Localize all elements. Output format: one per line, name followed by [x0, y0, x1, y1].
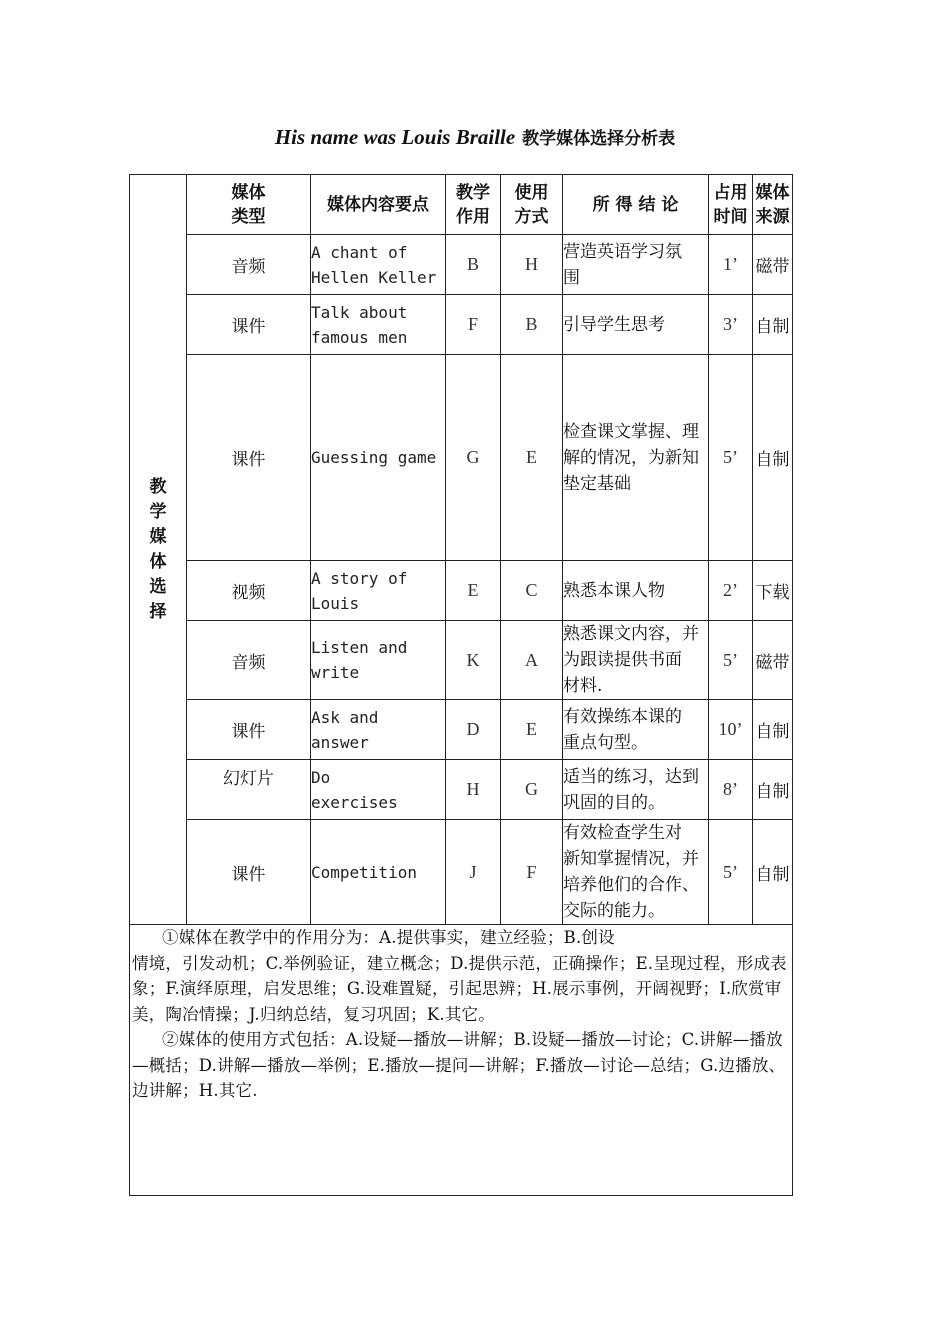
media-type-cell: 课件	[187, 820, 311, 925]
method-cell: G	[501, 760, 563, 820]
role-cell: K	[446, 621, 501, 700]
time-cell: 3’	[709, 295, 753, 355]
table-row	[130, 561, 793, 621]
conclusion-cell: 有效检查学生对 新知掌握情况，并 培养他们的合作、 交际的能力。	[563, 820, 709, 925]
source-cell: 下载	[753, 561, 793, 621]
source-cell: 自制	[753, 295, 793, 355]
method-cell: H	[501, 235, 563, 295]
media-selection-table	[129, 174, 793, 1196]
source-cell: 自制	[753, 760, 793, 820]
time-cell: 5’	[709, 621, 753, 700]
title-english: His name was Louis Braille	[274, 125, 516, 149]
content-cell: A chant of Hellen Keller	[311, 235, 446, 295]
header-media-type: 媒体 类型	[187, 175, 311, 235]
media-type-cell: 课件	[187, 355, 311, 561]
method-cell: E	[501, 355, 563, 561]
table-row	[130, 820, 793, 925]
header-source: 媒体 来源	[753, 175, 793, 235]
media-type-cell: 课件	[187, 295, 311, 355]
header-method: 使用 方式	[501, 175, 563, 235]
media-type-cell: 音频	[187, 621, 311, 700]
time-cell: 2’	[709, 561, 753, 621]
header-row	[130, 175, 793, 235]
method-cell: A	[501, 621, 563, 700]
conclusion-cell: 有效操练本课的 重点句型。	[563, 700, 709, 760]
source-cell: 自制	[753, 700, 793, 760]
time-cell: 5’	[709, 355, 753, 561]
role-cell: H	[446, 760, 501, 820]
content-cell: Guessing game	[311, 355, 446, 561]
role-cell: B	[446, 235, 501, 295]
title-chinese: 教学媒体选择分析表	[522, 129, 676, 149]
media-type-cell: 幻灯片	[187, 760, 311, 820]
time-cell: 8’	[709, 760, 753, 820]
table-row	[130, 700, 793, 760]
table-row	[130, 621, 793, 700]
header-time: 占用 时间	[709, 175, 753, 235]
role-cell: G	[446, 355, 501, 561]
media-type-cell: 音频	[187, 235, 311, 295]
table-row	[130, 760, 793, 820]
time-cell: 10’	[709, 700, 753, 760]
note-method: ②媒体的使用方式包括：A.设疑—播放—讲解；B.设疑—播放—讨论；C.讲解—播放—概括；D.讲解—播放—举例；E.播放—提问—讲解；F.播放—讨论—总结；G.边播放、边讲解；H.其它.	[132, 1030, 786, 1100]
notes-row	[130, 925, 793, 1196]
content-cell: Competition	[311, 820, 446, 925]
table-row	[130, 235, 793, 295]
header-role: 教学 作用	[446, 175, 501, 235]
table-row	[130, 295, 793, 355]
header-conclusion: 所 得 结 论	[563, 175, 709, 235]
content-cell: Do exercises	[311, 760, 446, 820]
method-cell: B	[501, 295, 563, 355]
content-cell: Listen and write	[311, 621, 446, 700]
conclusion-cell: 营造英语学习氛 围	[563, 235, 709, 295]
notes-cell	[130, 925, 793, 1196]
content-cell: Talk about famous men	[311, 295, 446, 355]
role-cell: J	[446, 820, 501, 925]
role-cell: E	[446, 561, 501, 621]
side-label: 教 学 媒 体 选 择	[130, 175, 187, 925]
method-cell: C	[501, 561, 563, 621]
note-role: ①媒体在教学中的作用分为：A.提供事实，建立经验；B.创设	[162, 928, 615, 947]
method-cell: E	[501, 700, 563, 760]
note-role-cont: 情境，引发动机；C.举例验证，建立概念；D.提供示范，正确操作；E.呈现过程，形成表象；F.演绎原理，启发思维；G.设难置疑，引起思辨；H.展示事例，开阔视野；I.欣赏审美，陶冶情操；J.归纳总结，复习巩固；K.其它。	[132, 953, 787, 1024]
time-cell: 5’	[709, 820, 753, 925]
source-cell: 磁带	[753, 621, 793, 700]
table-row	[130, 355, 793, 561]
content-cell: Ask and answer	[311, 700, 446, 760]
role-cell: D	[446, 700, 501, 760]
method-cell: F	[501, 820, 563, 925]
media-type-cell: 课件	[187, 700, 311, 760]
conclusion-cell: 检查课文掌握、理 解的情况，为新知 垫定基础	[563, 355, 709, 561]
header-content: 媒体内容要点	[311, 175, 446, 235]
source-cell: 磁带	[753, 235, 793, 295]
source-cell: 自制	[753, 820, 793, 925]
conclusion-cell: 熟悉课文内容，并 为跟读提供书面 材料.	[563, 621, 709, 700]
role-cell: F	[446, 295, 501, 355]
time-cell: 1’	[709, 235, 753, 295]
conclusion-cell: 适当的练习，达到 巩固的目的。	[563, 760, 709, 820]
media-type-cell: 视频	[187, 561, 311, 621]
conclusion-cell: 引导学生思考	[563, 295, 709, 355]
content-cell: A story of Louis	[311, 561, 446, 621]
source-cell: 自制	[753, 355, 793, 561]
page-title	[0, 124, 950, 150]
conclusion-cell: 熟悉本课人物	[563, 561, 709, 621]
